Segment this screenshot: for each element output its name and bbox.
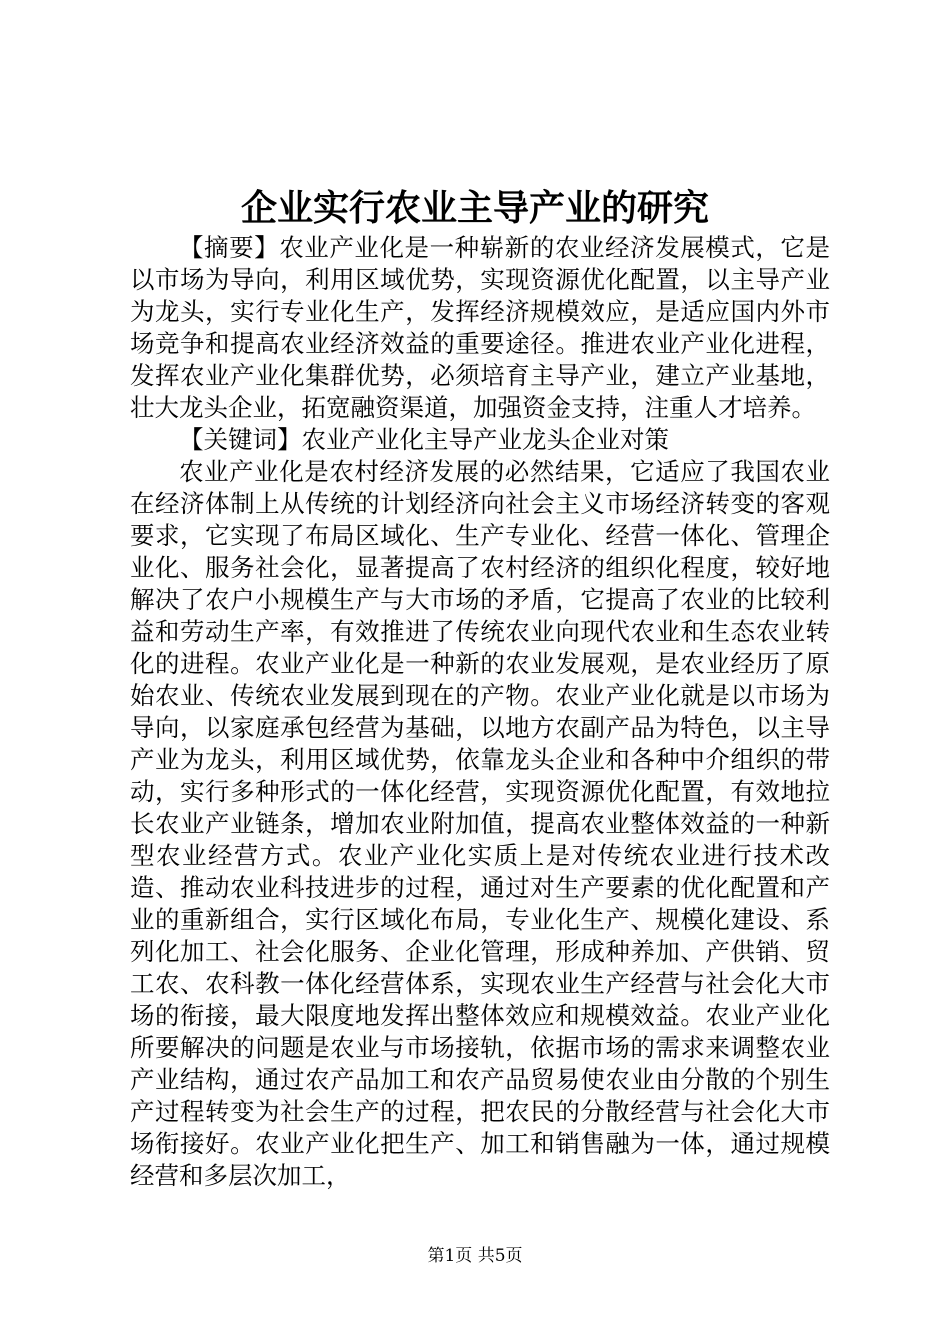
document-title: 企业实行农业主导产业的研究 [240, 187, 709, 229]
keywords-paragraph: 【关键词】农业产业化主导产业龙头企业对策 [179, 425, 669, 454]
page-footer: 第1页 共5页 [427, 1246, 523, 1266]
document-body [130, 232, 830, 1192]
body-paragraph: 农业产业化是农村经济发展的必然结果，它适应了我国农业在经济体制上从传统的计划经济向社会主义市场经济转变的客观要求，它实现了布局区域化、生产专业化、经营一体化、管理企业化、服务社会化，显著提高了农村经济的组织化程度，较好地解决了农户小规模生产与大市场的矛盾，它提高了农业的比较利益和劳动生产率，有效推进了传统农业向现代农业和生态农业转化的进程。农业产业化是一种新的农业发展观，是农业经历了原始农业、传统农业发展到现在的产物。农业产业化就是以市场为导向，以家庭承包经营为基础，以地方农副产品为特色，以主导产业为龙头，利用区域优势，依靠龙头企业和各种中介组织的带动，实行多种形式的一体化经营，实现资源优化配置，有效地拉长农业产业链条，增加农业附加值，提高农业整体效益的一种新型农业经营方式。农业产业化实质上是对传统农业进行技术改造、推动农业科技进步的过程，通过对生产要素的优化配置和产业的重新组合，实行区域化布局，专业化生产、规模化建设、系列化加工、社会化服务、企业化管理，形成种养加、产供销、贸工农、农科教一体化经营体系，实现农业生产经营与社会化大市场的衔接，最大限度地发挥出整体效应和规模效益。农业产业化所要解决的问题是农业与市场接轨，依据市场的需求来调整农业产业结构，通过农产品加工和农产品贸易使农业由分散的个别生产过程转变为社会生产的过程，把农民的分散经营与社会化大市场衔接好。农业产业化把生产、加工和销售融为一体，通过规模经营和多层次加工， [130, 457, 830, 1190]
abstract-paragraph: 【摘要】农业产业化是一种崭新的农业经济发展模式，它是以市场为导向，利用区域优势，实现资源优化配置，以主导产业为龙头，实行专业化生产，发挥经济规模效应，是适应国内外市场竞争和提高农业经济效益的重要途径。推进农业产业化进程，发挥农业产业化集群优势，必须培育主导产业，建立产业基地，壮大龙头企业，拓宽融资渠道，加强资金支持，注重人才培养。 [130, 233, 830, 422]
